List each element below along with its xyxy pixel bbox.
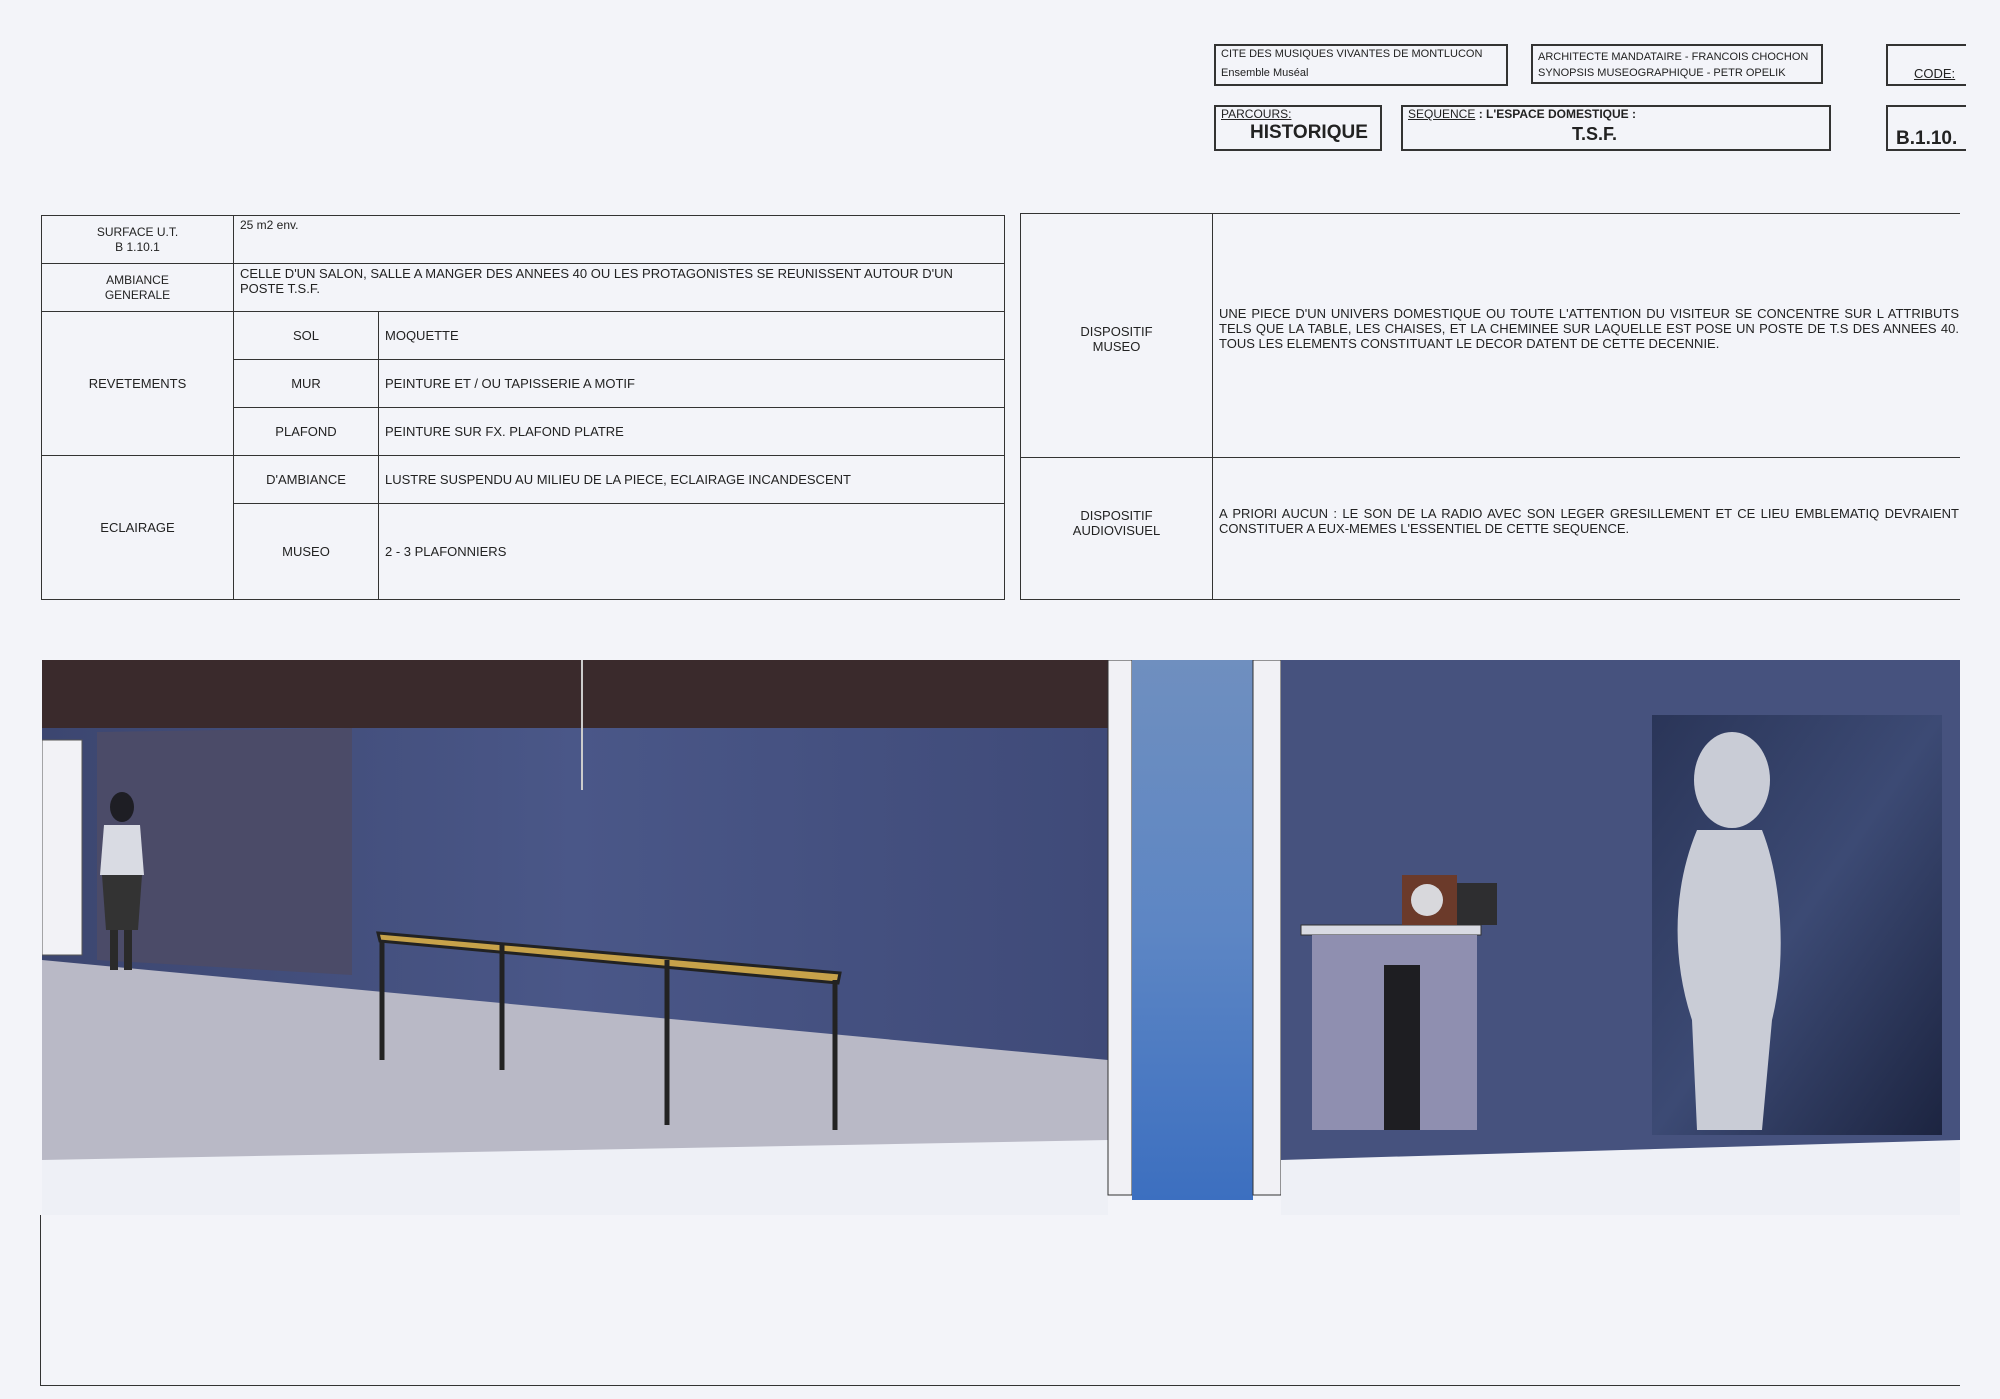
frame-left-rule xyxy=(40,1215,41,1385)
sequence-value: T.S.F. xyxy=(1572,124,1618,144)
room-illustration xyxy=(42,660,1960,1215)
dispositif-museo-label: DISPOSITIF MUSEO xyxy=(1080,324,1153,354)
table-horizontal-rule xyxy=(1021,457,1960,458)
dispositif-av-label: DISPOSITIF AUDIOVISUEL xyxy=(1072,508,1161,538)
plafond-value: PEINTURE SUR FX. PLAFOND PLATRE xyxy=(379,408,1005,456)
fireplace xyxy=(1301,925,1481,1130)
architect-line: ARCHITECTE MANDATAIRE - FRANCOIS CHOCHON xyxy=(1538,51,1809,63)
sequence-heading xyxy=(1408,107,1636,121)
dispositif-table xyxy=(1020,213,1960,600)
frame-bottom-rule xyxy=(40,1385,1960,1386)
mur-label: MUR xyxy=(234,360,379,408)
parcours-label: PARCOURS: xyxy=(1221,107,1292,121)
code-value: B.1.10. xyxy=(1896,128,1958,149)
sol-label: SOL xyxy=(234,312,379,360)
mur-value: PEINTURE ET / OU TAPISSERIE A MOTIF xyxy=(379,360,1005,408)
left-door-frame xyxy=(42,740,82,955)
ambiance-light-label: D'AMBIANCE xyxy=(234,456,379,504)
synopsis-line: SYNOPSIS MUSEOGRAPHIQUE - PETR OPELIK xyxy=(1538,67,1786,79)
eclairage-label: ECLAIRAGE xyxy=(42,456,234,600)
museo-value: 2 - 3 PLAFONNIERS xyxy=(379,504,1005,600)
dispositif-av-text: A PRIORI AUCUN : LE SON DE LA RADIO AVEC SON LEGER GRESILLEMENT ET CE LIEU EMBLEMATIQ DEVRAIENT CONSTITUER A EUX-MEMES L'ESSENTIEL DE CETTE SEQUENCE. xyxy=(1219,506,1959,536)
door-opening xyxy=(1132,660,1253,1200)
door-pillar-left xyxy=(1108,660,1132,1195)
sol-value: MOQUETTE xyxy=(379,312,1005,360)
ambiance-label: AMBIANCE GENERALE xyxy=(42,264,234,312)
door-pillar-right xyxy=(1253,660,1281,1195)
table-vertical-rule xyxy=(1212,214,1213,599)
parcours-value: HISTORIQUE xyxy=(1250,122,1368,143)
left-ceiling xyxy=(42,660,1108,728)
ambiance-value: CELLE D'UN SALON, SALLE A MANGER DES ANNEES 40 OU LES PROTAGONISTES SE REUNISSENT AUTOUR D'UN POSTE T.S.F. xyxy=(234,264,1005,312)
project-title: CITE DES MUSIQUES VIVANTES DE MONTLUCON xyxy=(1221,48,1483,60)
project-subtitle: Ensemble Muséal xyxy=(1221,67,1309,79)
plafond-label: PLAFOND xyxy=(234,408,379,456)
sequence-label: SEQUENCE xyxy=(1408,107,1476,121)
code-label: CODE: xyxy=(1914,66,1956,81)
program-table xyxy=(41,215,1005,600)
surface-label: SURFACE U.T. B 1.10.1 xyxy=(42,216,234,264)
museo-label: MUSEO xyxy=(234,504,379,600)
revetements-label: REVETEMENTS xyxy=(42,312,234,456)
surface-value: 25 m2 env. xyxy=(234,216,1005,264)
dispositif-museo-text: UNE PIECE D'UN UNIVERS DOMESTIQUE OU TOUTE L'ATTENTION DU VISITEUR SE CONCENTRE SUR L ATTRIBUTS TELS QUE LA TABLE, LES CHAISES, ET LA CHEMINEE SUR LAQUELLE EST POSE UN POSTE DE T.S DES ANNEES 40. TOUS LES ELEMENTS CONSTITUANT LE DECOR DATENT DE CETTE DECENNIE. xyxy=(1219,306,1959,351)
ambiance-light-value: LUSTRE SUSPENDU AU MILIEU DE LA PIECE, ECLAIRAGE INCANDESCENT xyxy=(379,456,1005,504)
sequence-title: : L'ESPACE DOMESTIQUE : xyxy=(1475,107,1636,121)
